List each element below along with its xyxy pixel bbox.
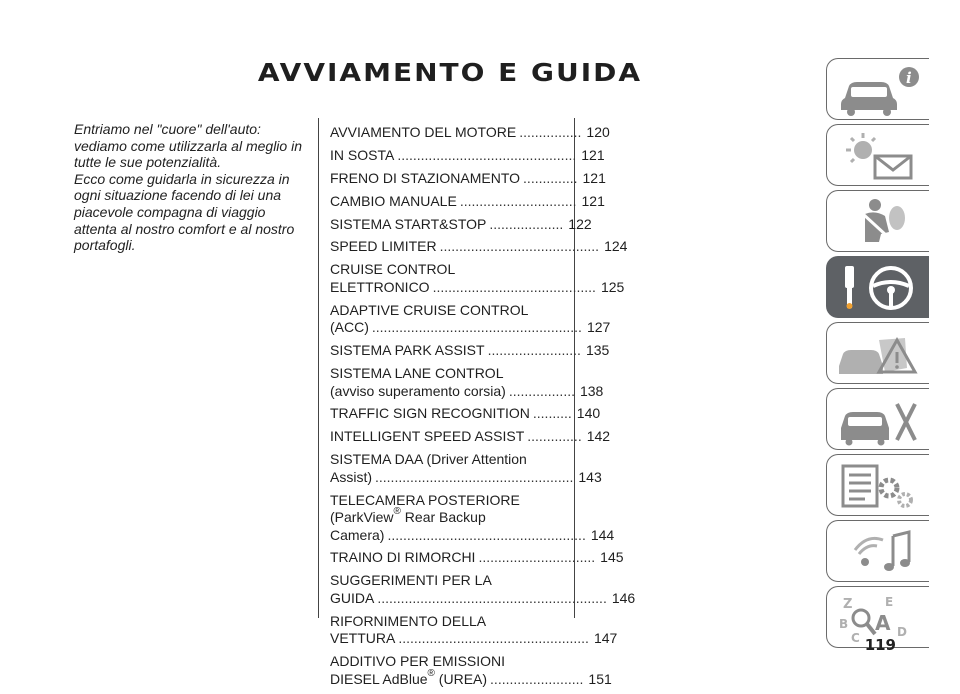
toc-page-number: 138: [579, 382, 604, 399]
toc-page-number: 135: [585, 342, 610, 359]
svg-text:B: B: [839, 617, 849, 631]
toc-entry-row: [330, 630, 618, 648]
toc-entry-title: FRENO DI STAZIONAMENTO: [330, 169, 521, 186]
tab-lights-messages[interactable]: [826, 124, 929, 186]
toc-entry[interactable]: [330, 653, 612, 688]
toc-entry-row: [330, 526, 615, 545]
toc-entry-line: RIFORNIMENTO DELLA: [330, 612, 487, 629]
toc-entry-title: Camera): [330, 526, 385, 543]
toc-page-number: 140: [576, 405, 601, 422]
toc-entry-row: [330, 667, 612, 689]
toc-leader-dots: .................: [508, 382, 575, 399]
svg-text:E: E: [885, 595, 894, 609]
toc-entry-title: GUIDA: [330, 589, 375, 606]
toc-page-number: 122: [568, 215, 592, 232]
svg-text:D: D: [897, 625, 907, 639]
toc-entry[interactable]: [330, 365, 604, 400]
toc-entry-row: [330, 589, 636, 608]
toc-page-number: 120: [586, 124, 610, 140]
technical-data-icon: [835, 460, 923, 512]
tab-starting-driving[interactable]: [826, 256, 929, 318]
toc-entry[interactable]: [330, 238, 628, 256]
lights-message-icon: [835, 130, 923, 182]
toc-entry-title: ELETTRONICO: [330, 278, 430, 295]
toc-entry-line: SISTEMA LANE CONTROL: [330, 365, 504, 382]
toc-entry[interactable]: [330, 491, 615, 545]
toc-entry-title: SPEED LIMITER: [330, 238, 437, 255]
toc-entry-row: [330, 278, 625, 297]
toc-entry[interactable]: [330, 572, 636, 607]
chapter-tabs: [826, 58, 929, 652]
toc-entry-row: [330, 342, 610, 360]
toc-entry-row: [330, 238, 628, 256]
toc-entry-row: [330, 405, 601, 423]
intro-text: [74, 121, 309, 254]
toc-entry-title: CAMBIO MANUALE: [330, 192, 457, 209]
toc-entry-row: [330, 382, 604, 401]
toc-leader-dots: .................................................: [398, 630, 589, 647]
car-warning-icon: [835, 328, 923, 380]
toc-entry-title: VETTURA: [330, 630, 396, 647]
toc-entry[interactable]: [330, 451, 602, 486]
toc-page-number: 121: [581, 192, 605, 209]
registered-mark: ®: [427, 667, 435, 679]
toc-leader-dots: ...................: [489, 215, 564, 232]
toc-entry-title: [330, 667, 488, 689]
seatbelt-airbag-icon: [835, 196, 923, 248]
toc-entry[interactable]: [330, 428, 611, 446]
toc-leader-dots: ......................................................: [371, 319, 582, 336]
toc-entry-row: [330, 124, 610, 142]
toc-leader-dots: ...........................................................: [377, 589, 607, 606]
page-number: 119: [864, 636, 896, 654]
toc-leader-dots: .........................................: [439, 238, 600, 255]
toc-entry-line: ADAPTIVE CRUISE CONTROL: [330, 301, 529, 318]
toc-leader-dots: ..........: [532, 405, 572, 422]
svg-text:A: A: [875, 611, 891, 635]
toc-page-number: 125: [600, 278, 625, 295]
toc-page-number: 151: [588, 670, 612, 687]
tab-technical-data[interactable]: [826, 454, 929, 516]
key-steering-wheel-icon: [835, 262, 923, 314]
toc-text: (ParkView: [330, 509, 394, 526]
toc-entry-title: SISTEMA START&STOP: [330, 215, 487, 232]
toc-leader-dots: ........................: [490, 670, 584, 687]
toc-entry-title: Assist): [330, 468, 372, 485]
svg-text:C: C: [851, 631, 860, 645]
intro-paragraph: Ecco come guidarla in sicurezza in ogni situazione facendo di lei una piacevole compagna di viaggio attenta al nostro comfort e al nostro portafogli.: [74, 170, 295, 254]
toc-entry-line: SISTEMA DAA (Driver Attention: [330, 451, 527, 468]
toc-entry-title: (ACC): [330, 319, 369, 336]
multimedia-icon: [835, 526, 923, 578]
toc-leader-dots: ..............................: [459, 192, 577, 209]
toc-entry-title: INTELLIGENT SPEED ASSIST: [330, 428, 525, 445]
table-of-contents: [330, 124, 636, 694]
toc-entry-line: ADDITIVO PER EMISSIONI: [330, 653, 506, 670]
toc-leader-dots: ..............: [527, 428, 582, 445]
toc-entry-row: [330, 169, 606, 188]
toc-leader-dots: ................: [519, 124, 582, 140]
tab-emergency[interactable]: [826, 322, 929, 384]
tab-safety[interactable]: [826, 190, 929, 252]
toc-leader-dots: ..............: [523, 169, 578, 186]
intro-paragraph: Entriamo nel "cuore" dell'auto: vediamo come utilizzarla al meglio in tutte le sue potenzialità.: [74, 121, 302, 171]
page-title: AVVIAMENTO E GUIDA: [257, 57, 643, 88]
toc-entry-row: [330, 215, 592, 234]
toc-entry[interactable]: [330, 405, 601, 423]
toc-entry-line: TELECAMERA POSTERIORE: [330, 491, 520, 508]
toc-entry-title: TRAINO DI RIMORCHI: [330, 549, 476, 566]
column-divider: [318, 118, 319, 618]
car-info-icon: [835, 64, 923, 116]
toc-entry[interactable]: [330, 612, 618, 648]
toc-page-number: 142: [586, 428, 611, 445]
tab-multimedia[interactable]: [826, 520, 929, 582]
toc-page-number: 146: [611, 589, 636, 606]
toc-page-number: 145: [600, 549, 624, 566]
toc-leader-dots: ..........................................: [432, 278, 596, 295]
toc-leader-dots: ...................................................: [375, 468, 574, 485]
toc-entry-title: AVVIAMENTO DEL MOTORE: [330, 124, 517, 140]
toc-page-number: 127: [586, 319, 611, 336]
toc-page-number: 121: [581, 146, 605, 163]
toc-leader-dots: ...................................................: [387, 526, 586, 543]
toc-page-number: 144: [590, 526, 615, 543]
toc-text: (UREA): [434, 670, 488, 687]
toc-entry-row: [330, 428, 611, 446]
toc-entry[interactable]: [330, 301, 611, 337]
toc-leader-dots: ..............................: [478, 549, 596, 566]
toc-page-number: 121: [582, 169, 606, 186]
toc-entry[interactable]: [330, 549, 624, 567]
toc-leader-dots: ..............................................: [397, 146, 577, 163]
toc-page-number: 124: [604, 238, 628, 255]
toc-entry[interactable]: [330, 342, 610, 360]
svg-text:i: i: [906, 69, 912, 87]
tab-car-info[interactable]: [826, 58, 929, 120]
toc-entry-row: [330, 468, 602, 487]
toc-entry[interactable]: [330, 124, 610, 142]
toc-entry-title: IN SOSTA: [330, 146, 395, 163]
registered-mark: ®: [393, 506, 401, 518]
svg-text:Z: Z: [843, 597, 853, 612]
toc-entry[interactable]: [330, 169, 606, 188]
toc-entry-row: [330, 549, 624, 567]
toc-entry-line: SUGGERIMENTI PER LA: [330, 572, 492, 589]
toc-entry-title: SISTEMA PARK ASSIST: [330, 342, 485, 359]
toc-text: DIESEL AdBlue: [330, 670, 428, 687]
toc-entry[interactable]: [330, 261, 625, 296]
car-service-icon: [835, 394, 923, 446]
toc-entry[interactable]: [330, 192, 605, 211]
toc-entry-line: [330, 506, 565, 527]
toc-leader-dots: ........................: [487, 342, 581, 359]
toc-entry-row: [330, 319, 611, 337]
toc-entry-row: [330, 146, 605, 165]
toc-entry[interactable]: [330, 215, 592, 234]
toc-entry-row: [330, 192, 605, 211]
toc-entry-title: TRAFFIC SIGN RECOGNITION: [330, 405, 530, 422]
toc-text: Rear Backup: [400, 509, 486, 526]
toc-entry-line: CRUISE CONTROL: [330, 261, 456, 278]
toc-entry-title: (avviso superamento corsia): [330, 382, 506, 399]
tab-maintenance[interactable]: [826, 388, 929, 450]
toc-entry[interactable]: [330, 146, 605, 165]
toc-page-number: 147: [593, 630, 618, 647]
toc-page-number: 143: [578, 468, 602, 485]
